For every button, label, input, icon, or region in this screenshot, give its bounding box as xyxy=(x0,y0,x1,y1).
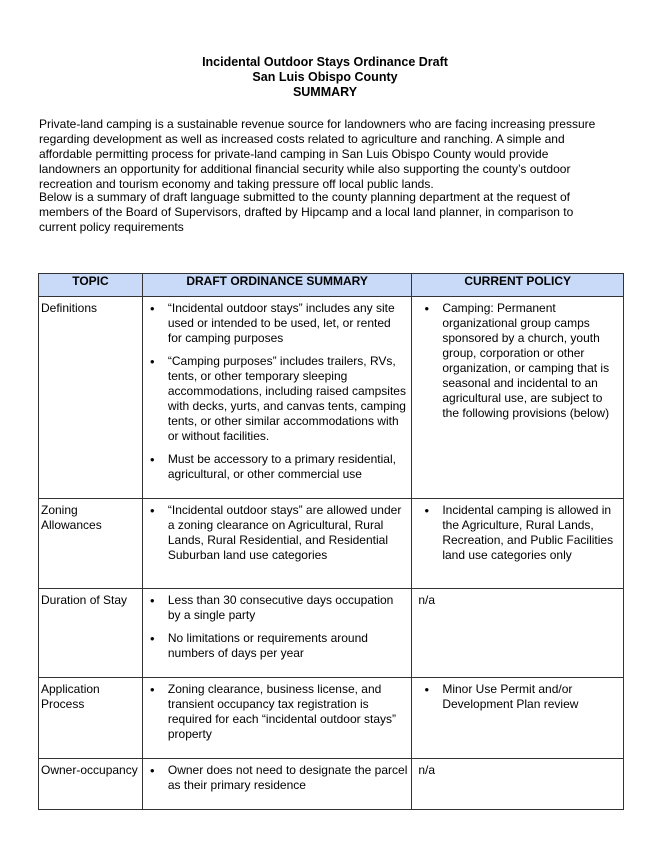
current-cell xyxy=(412,297,624,499)
header-current: CURRENT POLICY xyxy=(412,274,624,297)
header-draft: DRAFT ORDINANCE SUMMARY xyxy=(142,274,411,297)
comparison-table xyxy=(38,273,624,810)
list-item: ● “Incidental outdoor stays” includes any site used or intended to be used, let, or rented for camping purposes xyxy=(143,301,407,346)
current-cell: n/a xyxy=(412,589,624,678)
current-cell xyxy=(412,499,624,589)
draft-cell xyxy=(142,678,411,759)
table-row xyxy=(39,297,624,499)
header-topic: TOPIC xyxy=(39,274,143,297)
list-item: ● Must be accessory to a primary residential, agricultural, or other commercial use xyxy=(143,452,407,482)
topic-cell: Application Process xyxy=(39,678,143,759)
table-header-row xyxy=(39,274,624,297)
draft-cell xyxy=(142,499,411,589)
topic-cell: Definitions xyxy=(39,297,143,499)
list-item: ● Minor Use Permit and/or Development Plan review xyxy=(412,682,619,712)
title-line-3: SUMMARY xyxy=(292,85,358,99)
current-cell: n/a xyxy=(412,759,624,810)
topic-cell: Zoning Allowances xyxy=(39,499,143,589)
draft-cell xyxy=(142,589,411,678)
list-item: ● Zoning clearance, business license, and transient occupancy tax registration is required for each “incidental outdoor stays” property xyxy=(143,682,407,742)
list-item: ● Incidental camping is allowed in the Agriculture, Rural Lands, Recreation, and Public Facilities land use categories only xyxy=(412,503,619,563)
current-cell xyxy=(412,678,624,759)
title-line-1: Incidental Outdoor Stays Ordinance Draft xyxy=(202,55,448,69)
table-row xyxy=(39,499,624,589)
table-row xyxy=(39,589,624,678)
table-row xyxy=(39,678,624,759)
draft-cell xyxy=(142,759,411,810)
list-item: ● Owner does not need to designate the parcel as their primary residence xyxy=(143,763,407,793)
topic-cell: Duration of Stay xyxy=(39,589,143,678)
list-item: ● “Incidental outdoor stays” are allowed under a zoning clearance on Agricultural, Rural Lands, Rural Residential, and Residential Suburban land use categories xyxy=(143,503,407,563)
list-item: ● No limitations or requirements around numbers of days per year xyxy=(143,631,407,661)
list-item: ● “Camping purposes” includes trailers, RVs, tents, or other temporary sleeping accommodations, including raised campsites with decks, yurts, and canvas tents, camping tents, or other similar accommodations with or without facilities. xyxy=(143,354,407,444)
intro-paragraph: Private-land camping is a sustainable revenue source for landowners who are facing increasing pressure regarding development as well as increased costs related to agriculture and ranching. A simple and affordable permitting process for private-land camping in San Luis Obispo County would provide landowners an opportunity for additional financial security while also supporting the county’s outdoor recreation and tourism economy and taking pressure off local public lands. xyxy=(39,117,596,191)
summary-note-paragraph: Below is a summary of draft language submitted to the county planning department at the request of members of the Board of Supervisors, drafted by Hipcamp and a local land planner, in comparison to current policy requirements xyxy=(39,190,574,234)
table-row xyxy=(39,759,624,810)
list-item: ● Camping: Permanent organizational group camps sponsored by a church, youth group, corporation or other organization, or camping that is seasonal and incidental to an agricultural use, are subject to the following provisions (below) xyxy=(412,301,619,421)
topic-cell: Owner-occupancy xyxy=(39,759,143,810)
draft-cell xyxy=(142,297,411,499)
list-item: ● Less than 30 consecutive days occupation by a single party xyxy=(143,593,407,623)
title-line-2: San Luis Obispo County xyxy=(252,70,398,84)
document-title xyxy=(0,55,650,100)
